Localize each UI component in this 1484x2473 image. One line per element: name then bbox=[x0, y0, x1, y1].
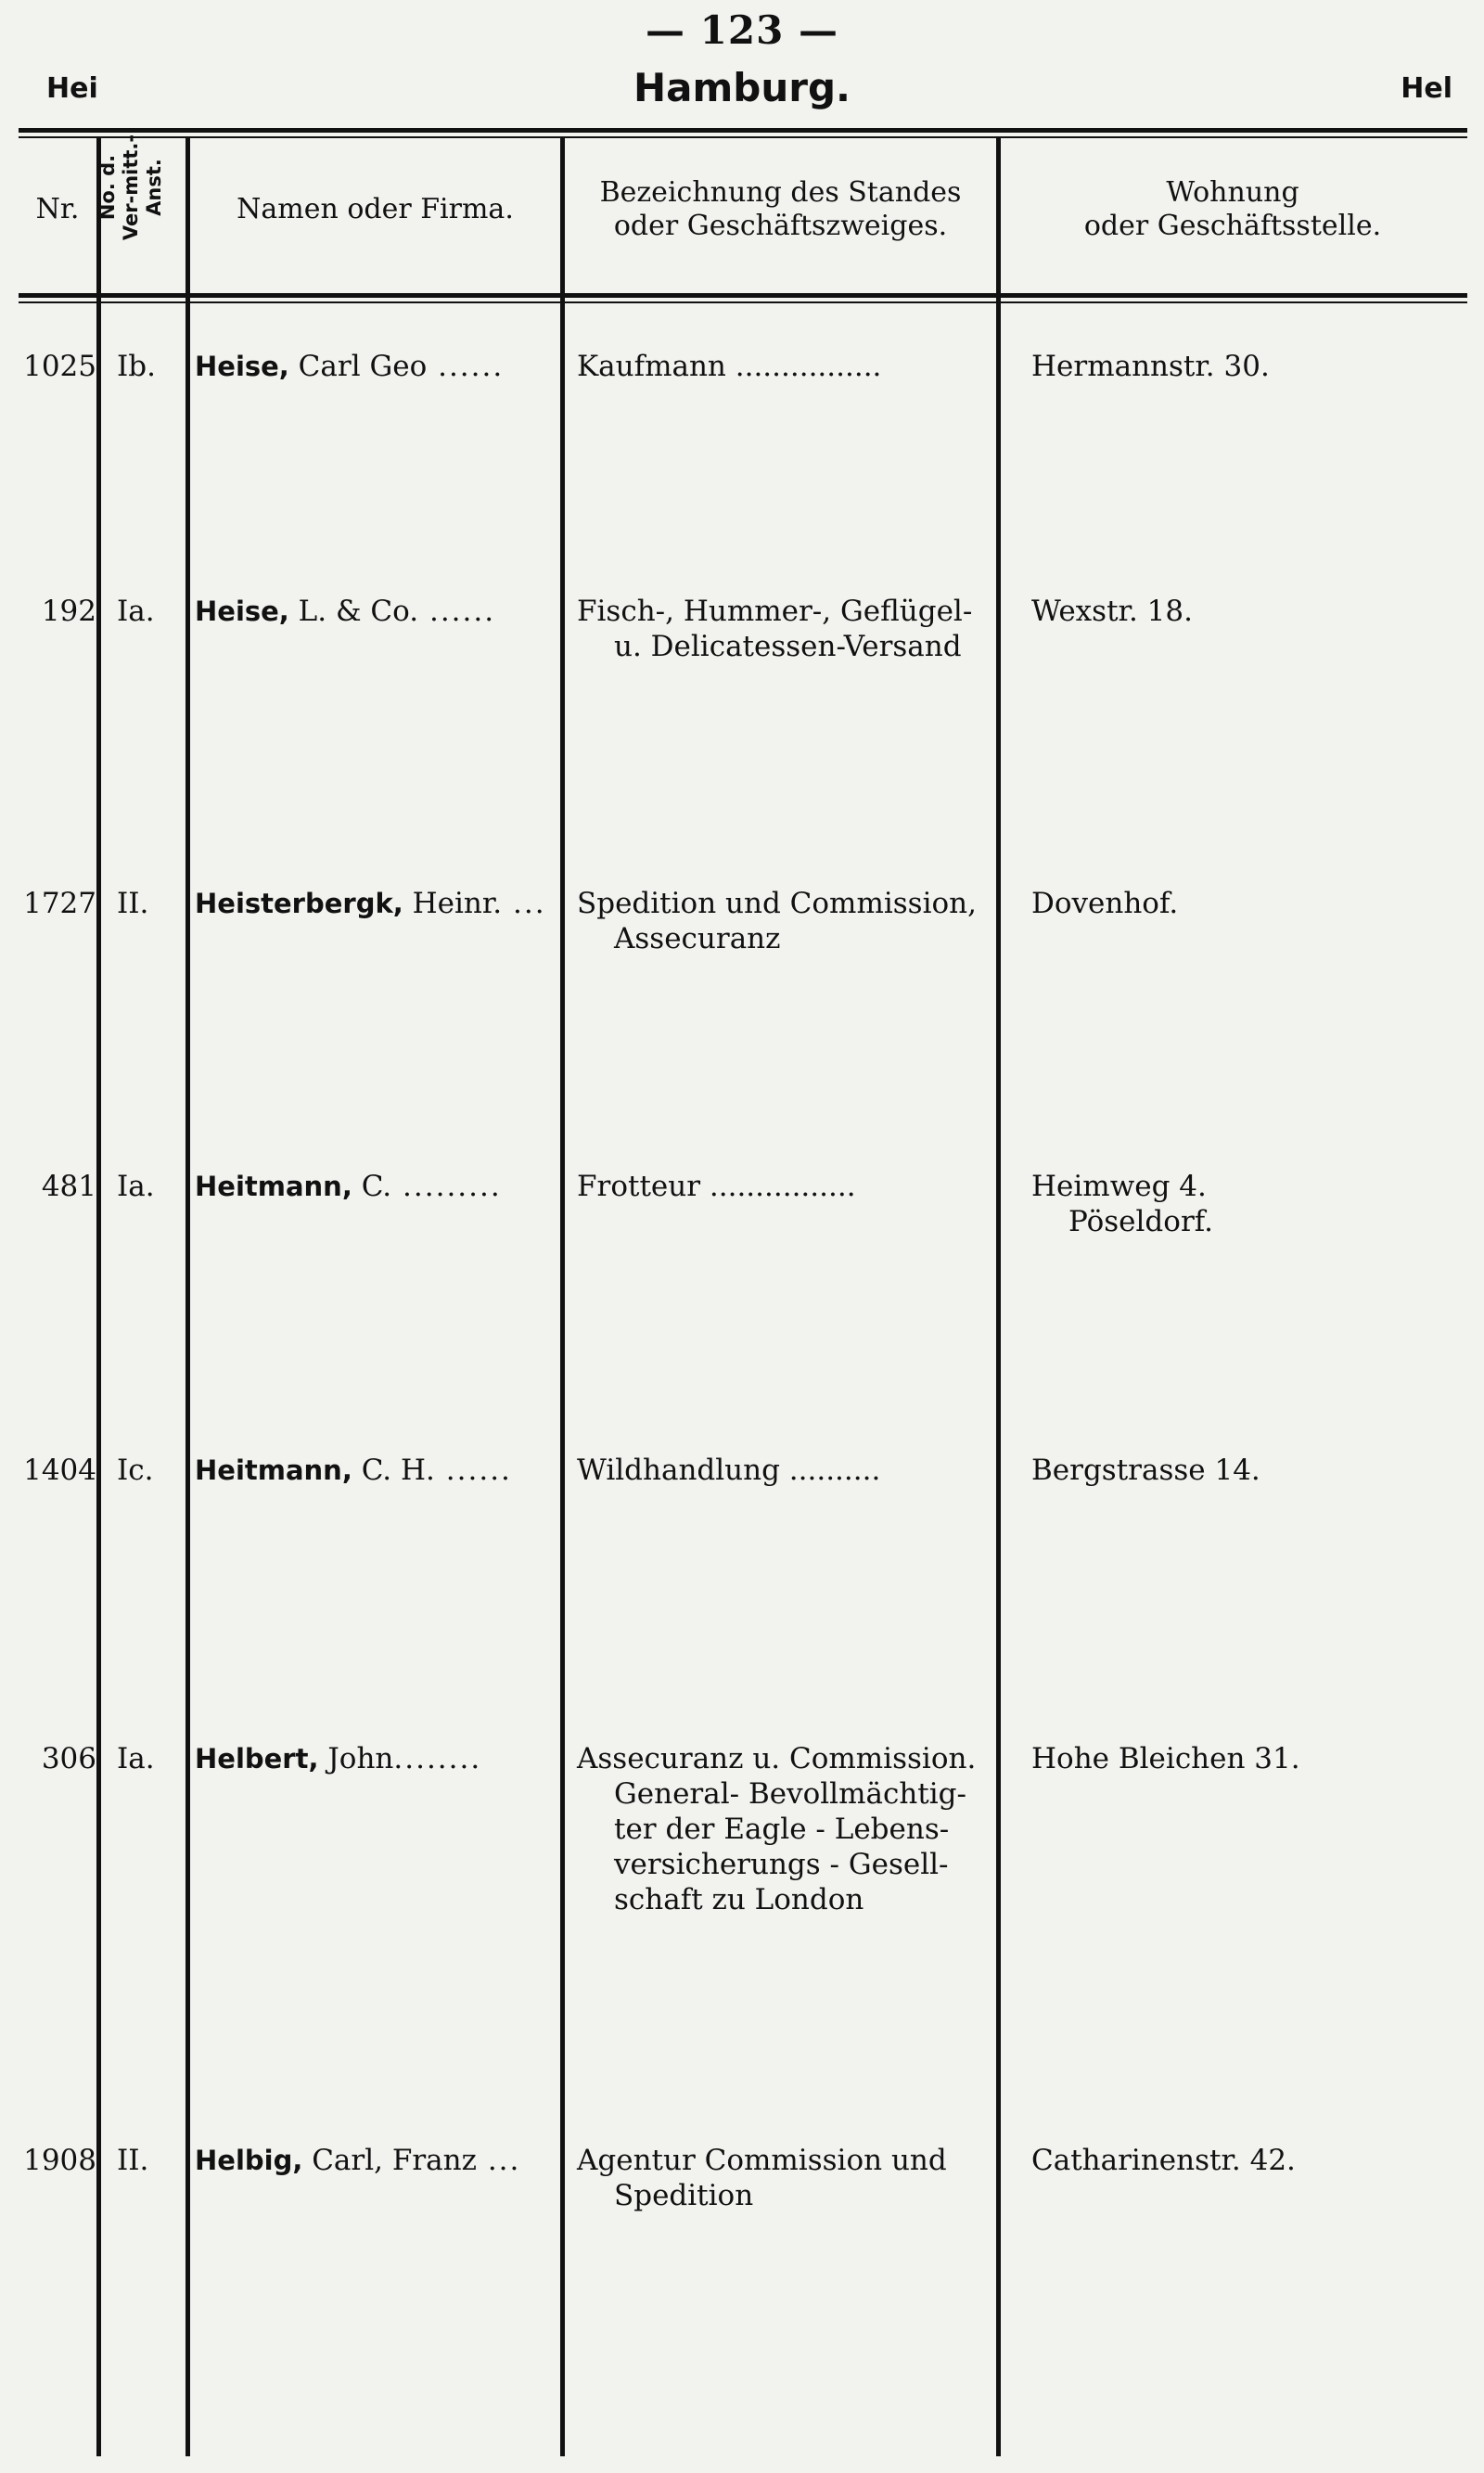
entry-surname: Helbig, bbox=[195, 2145, 303, 2176]
header-rule-thin bbox=[19, 301, 1467, 303]
top-rule-thin bbox=[19, 136, 1467, 138]
entry-class: Ic. bbox=[117, 1454, 154, 1487]
entry-name bbox=[195, 1453, 556, 1488]
column-header-nr: Nr. bbox=[35, 193, 80, 225]
column-header-trade bbox=[565, 176, 996, 243]
column-header-name-line: Namen oder Firma. bbox=[237, 193, 514, 225]
entry-surname: Heitmann, bbox=[195, 1454, 352, 1486]
entry-trade-line: Spedition bbox=[614, 2179, 754, 2212]
page-title: Hamburg. bbox=[633, 65, 851, 110]
entry-trade bbox=[577, 2143, 1004, 2213]
column-divider bbox=[96, 137, 101, 2456]
entry-trade-line: versicherungs - Gesell- bbox=[614, 1848, 949, 1881]
entry-number: 1404 bbox=[23, 1454, 96, 1487]
entry-address bbox=[1031, 594, 1458, 629]
entry-number: 1908 bbox=[23, 2144, 96, 2177]
entry-surname: Heisterbergk, bbox=[195, 888, 403, 919]
column-divider bbox=[186, 137, 190, 2456]
column-header-address-line: oder Geschäftsstelle. bbox=[1083, 210, 1382, 242]
entry-surname: Heitmann, bbox=[195, 1171, 352, 1202]
entry-name bbox=[195, 2143, 556, 2178]
entry-address-line: Heimweg 4. bbox=[1031, 1170, 1207, 1203]
entry-address bbox=[1031, 1741, 1458, 1776]
column-header-address bbox=[1001, 176, 1465, 243]
entry-given-name: C. bbox=[352, 1170, 392, 1203]
entry-number: 1025 bbox=[23, 350, 96, 383]
entry-number: 306 bbox=[41, 1742, 96, 1775]
column-header-trade-line: oder Geschäftszweiges. bbox=[613, 210, 948, 242]
entry-address-line: Catharinenstr. 42. bbox=[1031, 2144, 1296, 2177]
entry-given-name: Heinr. bbox=[403, 887, 503, 920]
entry-trade-line: Frotteur ................ bbox=[577, 1170, 856, 1203]
entry-number: 1727 bbox=[23, 887, 96, 920]
running-head-right: Hel bbox=[1401, 72, 1452, 105]
entry-trade-line: ter der Eagle - Lebens- bbox=[614, 1813, 950, 1846]
entry-address-line: Hermannstr. 30. bbox=[1031, 350, 1270, 383]
entry-given-name: C. H. bbox=[352, 1454, 435, 1487]
column-divider bbox=[560, 137, 565, 2456]
entry-trade bbox=[577, 1741, 1004, 1917]
header-rule-thick bbox=[19, 293, 1467, 298]
entry-name bbox=[195, 1169, 556, 1204]
entry-number: 192 bbox=[41, 595, 96, 628]
entry-leader: ........ bbox=[393, 1742, 482, 1775]
entry-address bbox=[1031, 1169, 1458, 1239]
entry-leader: ... bbox=[476, 2144, 521, 2177]
entry-leader: ...... bbox=[418, 595, 496, 628]
column-header-name bbox=[190, 193, 560, 226]
entry-trade bbox=[577, 349, 1004, 384]
entry-trade-line: Kaufmann ................ bbox=[577, 350, 882, 383]
entry-trade-line: Spedition und Commission, bbox=[577, 887, 977, 920]
entry-address-line: Bergstrasse 14. bbox=[1031, 1454, 1260, 1487]
entry-class: Ia. bbox=[117, 595, 155, 628]
entry-address-line: Dovenhof. bbox=[1031, 887, 1179, 920]
entry-name bbox=[195, 349, 556, 384]
entry-address-line: Wexstr. 18. bbox=[1031, 595, 1193, 628]
entry-trade-line: schaft zu London bbox=[614, 1883, 864, 1916]
entry-trade bbox=[577, 1453, 1004, 1488]
entry-name bbox=[195, 886, 556, 921]
entry-address-line: Hohe Bleichen 31. bbox=[1031, 1742, 1300, 1775]
entry-given-name: L. & Co. bbox=[288, 595, 419, 628]
entry-name bbox=[195, 594, 556, 629]
entry-trade-line: Assecuranz bbox=[614, 922, 781, 955]
entry-given-name: Carl, Franz bbox=[302, 2144, 477, 2177]
running-head-left: Hei bbox=[46, 72, 98, 105]
entry-surname: Heise, bbox=[195, 596, 289, 627]
entry-address-line: Pöseldorf. bbox=[1068, 1205, 1213, 1238]
entry-surname: Helbert, bbox=[195, 1743, 319, 1775]
column-header-membership: No. d. Ver-mitt.-Anst. bbox=[96, 134, 165, 241]
entry-class: Ia. bbox=[117, 1170, 155, 1203]
entry-given-name: Carl Geo bbox=[288, 350, 428, 383]
entry-trade-line: Fisch-, Hummer-, Geflügel- bbox=[577, 595, 973, 628]
entry-address bbox=[1031, 349, 1458, 384]
page-number: — 123 — bbox=[646, 7, 838, 53]
entry-leader: ... bbox=[502, 887, 546, 920]
column-header-trade-line: Bezeichnung des Standes bbox=[599, 176, 962, 209]
entry-name bbox=[195, 1741, 556, 1776]
entry-address bbox=[1031, 886, 1458, 921]
entry-leader: ...... bbox=[427, 350, 505, 383]
entry-trade-line: General- Bevollmächtig- bbox=[614, 1777, 966, 1811]
entry-trade bbox=[577, 886, 1004, 956]
entry-class: Ib. bbox=[117, 350, 156, 383]
entry-given-name: John bbox=[318, 1742, 394, 1775]
entry-leader: ......... bbox=[391, 1170, 502, 1203]
top-rule-thick bbox=[19, 128, 1467, 133]
entry-trade-line: Wildhandlung .......... bbox=[577, 1454, 881, 1487]
column-header-address-line: Wohnung bbox=[1166, 176, 1299, 209]
entry-trade-line: Agentur Commission und bbox=[577, 2144, 947, 2177]
entry-surname: Heise, bbox=[195, 351, 289, 382]
column-divider bbox=[996, 137, 1001, 2456]
entry-class: II. bbox=[117, 2144, 149, 2177]
entry-class: II. bbox=[117, 887, 149, 920]
entry-trade bbox=[577, 1169, 1004, 1204]
entry-address bbox=[1031, 1453, 1458, 1488]
entry-trade-line: Assecuranz u. Commission. bbox=[577, 1742, 977, 1775]
entry-trade-line: u. Delicatessen-Versand bbox=[614, 630, 962, 663]
entry-number: 481 bbox=[41, 1170, 96, 1203]
entry-trade bbox=[577, 594, 1004, 664]
entry-address bbox=[1031, 2143, 1458, 2178]
entry-class: Ia. bbox=[117, 1742, 155, 1775]
entry-leader: ...... bbox=[434, 1454, 512, 1487]
